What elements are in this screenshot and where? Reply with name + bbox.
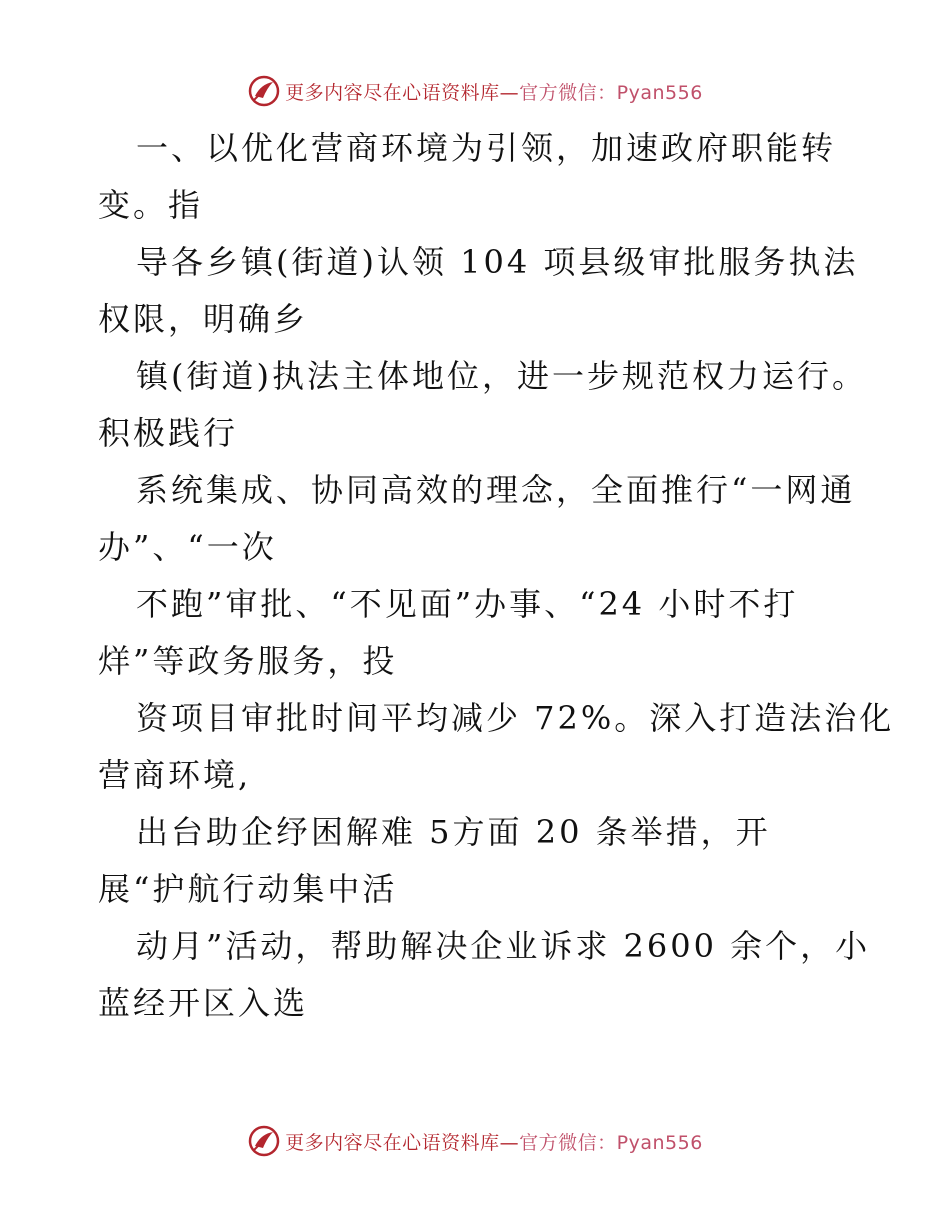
- body-line: 出台助企纾困解难 5方面 20 条举措，开: [136, 813, 771, 851]
- body-line: 变。指: [98, 186, 204, 224]
- body-line: 资项目审批时间平均减少 72%。深入打造法治化: [136, 699, 895, 737]
- body-line: 一、以优化营商环境为引领，加速政府职能转: [136, 129, 837, 167]
- header-banner-text: 更多内容尽在心语资料库—官方微信：Pyan556: [285, 81, 703, 104]
- body-line: 积极践行: [98, 414, 239, 452]
- pen-logo-icon: [247, 74, 281, 108]
- header-watermark-banner: [0, 71, 950, 111]
- body-line: 蓝经开区入选: [98, 984, 309, 1022]
- body-line: 烊”等政务服务，投: [98, 642, 398, 680]
- body-line: 系统集成、协同高效的理念，全面推行“一网通: [136, 471, 856, 509]
- body-line: 导各乡镇(街道)认领 104 项县级审批服务执法: [136, 243, 859, 281]
- body-line: 权限，明确乡: [98, 300, 309, 338]
- body-line: 展“护航行动集中活: [98, 870, 398, 908]
- body-line: 动月”活动，帮助解决企业诉求 2600 余个，小: [136, 927, 871, 965]
- body-line: 不跑”审批、“不见面”办事、“24 小时不打: [136, 585, 799, 623]
- body-line: 办”、“一次: [98, 528, 277, 566]
- footer-banner-text: 更多内容尽在心语资料库—官方微信：Pyan556: [285, 1131, 703, 1154]
- footer-watermark-banner: [0, 1121, 950, 1161]
- body-line: 镇(街道)执法主体地位，进一步规范权力运行。: [136, 357, 867, 395]
- pen-logo-icon: [247, 1124, 281, 1158]
- body-line: 营商环境,: [98, 756, 252, 794]
- document-body: [98, 120, 895, 1032]
